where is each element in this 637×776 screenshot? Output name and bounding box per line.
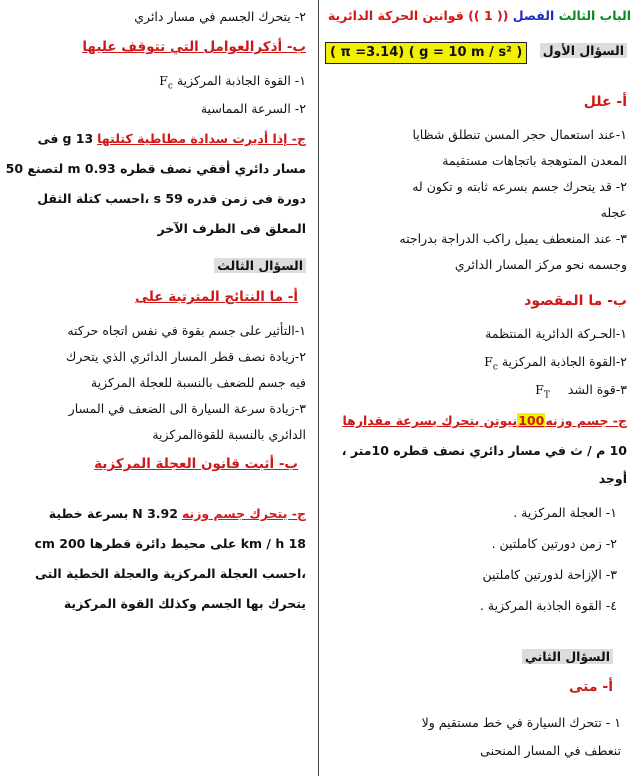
problem-c-item-1: ١- العجلة المركزية . <box>513 505 617 520</box>
stopper-label: ج- إذا أديرت سدادة مطاطية كتلتها <box>97 131 306 146</box>
body-weight: 3.92 N <box>132 506 178 521</box>
meaning-item-2-text: ٢-القوة الجاذبة المركزية <box>501 354 627 369</box>
factors-item-1 <box>4 72 306 96</box>
meaning-heading: ب- ما المقصود <box>524 293 627 309</box>
stopper-line-3: دورة فى زمن قدره 59 s ،احسب كتلة الثقل <box>37 191 306 206</box>
right-column <box>319 0 637 776</box>
section-label: الفصل <box>512 8 555 23</box>
q3-row <box>4 257 306 275</box>
results-item-2: ٢-زيادة نصف قطر المسار الدائري الذي يتحرك <box>65 349 306 364</box>
body-line-3: ،احسب العجلة المركزية والعجلة الخطية التى <box>34 566 306 581</box>
when-item-1: ١ - تتحرك السيارة في خط مستقيم ولا <box>421 715 621 730</box>
q2-row <box>325 648 613 666</box>
body-rest: بسرعة خطية <box>48 506 129 521</box>
factors-item-2: ٢- السرعة المماسية <box>200 101 306 116</box>
body-problem-label: ج- يتحرك جسم وزنه <box>181 506 306 521</box>
problem-c-item-4: ٤- القوة الجاذبة المركزية . <box>479 598 617 613</box>
stopper-rest: فى <box>37 131 59 146</box>
meaning-item-2 <box>325 353 627 377</box>
results-item-3: ٣-زيادة سرعة السيارة الى الضعف في المسار <box>68 401 306 416</box>
why-item-3: ٣- عند المنعطف يميل راكب الدراجة بدراجته <box>399 231 627 246</box>
problem-c-line-2: 10 م / ث في مسار دائري نصف قطره 10متر ، <box>341 443 627 458</box>
topic-title: قوانين الحركة الدائرية <box>327 8 464 23</box>
why-item-2b: عجله <box>600 205 627 220</box>
constants-box: ( π =3.14) ( g = 10 m / s² ) <box>325 42 527 64</box>
stopper-mass: 13 g <box>62 131 94 146</box>
why-item-2: ٢- قد يتحرك جسم بسرعه ثابته و تكون له <box>412 179 627 194</box>
problem-c-item-2: ٢- زمن دورتين كاملتين . <box>491 536 617 551</box>
problem-c-label: ج- جسم وزنه <box>545 413 627 428</box>
stopper-line-2: مسار دائري أفقي نصف قطره 0.93 m لتصنع 50 <box>5 161 306 176</box>
section-number: (( 1 )) <box>468 8 509 23</box>
body-line-2: 18 km / h على محيط دائرة قطرها 200 cm <box>34 536 306 551</box>
question-2-title: السؤال الثاني <box>522 649 613 664</box>
problem-c-weight: 100 <box>518 413 545 428</box>
left-item-2: ٢- يتحرك الجسم في مسار دائري <box>134 9 306 24</box>
body-problem-title <box>4 505 306 523</box>
when-heading: أ- متى <box>568 679 613 695</box>
meaning-item-3-text: ٣-قوة الشد <box>567 382 627 397</box>
factors-item-1-text: ١- القوة الجاذبة المركزية <box>176 73 306 88</box>
why-heading: أ- علل <box>583 94 627 110</box>
stopper-problem-title <box>4 130 306 148</box>
why-item-3b: وجسمه نحو مركز المسار الدائري <box>454 257 627 272</box>
ft-symbol: $F_T$ <box>535 382 550 401</box>
left-column <box>0 0 318 776</box>
problem-c-title <box>325 412 627 430</box>
problem-c-rest: نيوتن يتحرك بسرعة مقدارها <box>342 413 518 428</box>
chapter-label: الباب الثالث <box>558 8 631 23</box>
why-item-1: ١-عند استعمال حجر المسن تنطلق شظايا <box>412 127 627 142</box>
meaning-item-1: ١-الحـركة الدائرية المنتظمة <box>485 326 627 341</box>
results-item-2b: فيه جسم للضعف بالنسبة للعجلة المركزية <box>90 375 306 390</box>
problem-c-line-3: أوجد <box>598 471 627 486</box>
body-line-4: يتحرك بها الجسم وكذلك القوة المركزية <box>63 596 306 611</box>
fc-symbol: $F_c$ <box>484 354 498 373</box>
problem-c-item-3: ٣- الإزاحة لدورتين كاملتين <box>482 567 617 582</box>
when-item-1b: تنعطف في المسار المنحنى <box>480 743 621 758</box>
prove-heading: ب- أثبت قانون العجلة المركزية <box>94 456 298 472</box>
fc-symbol-left: $F_c$ <box>159 73 173 92</box>
page-header <box>328 8 631 23</box>
results-item-3b: الدائري بالنسبة للقوةالمركزية <box>152 427 306 442</box>
results-heading: أ- ما النتائج المترتبة على <box>135 289 298 305</box>
stopper-line-4: المعلق فى الطرف الآخر <box>157 221 306 236</box>
results-item-1: ١-التأثير على جسم بقوة في نفس اتجاه حركته <box>67 323 306 338</box>
question-1-title: السؤال الأول <box>540 43 627 58</box>
factors-heading: ب- أذكرالعوامل التي تتوقف عليها <box>82 39 306 55</box>
question-3-title: السؤال الثالث <box>214 258 306 273</box>
why-item-1b: المعدن المتوهجة باتجاهات مستقيمة <box>442 153 627 168</box>
meaning-item-3 <box>325 381 627 405</box>
